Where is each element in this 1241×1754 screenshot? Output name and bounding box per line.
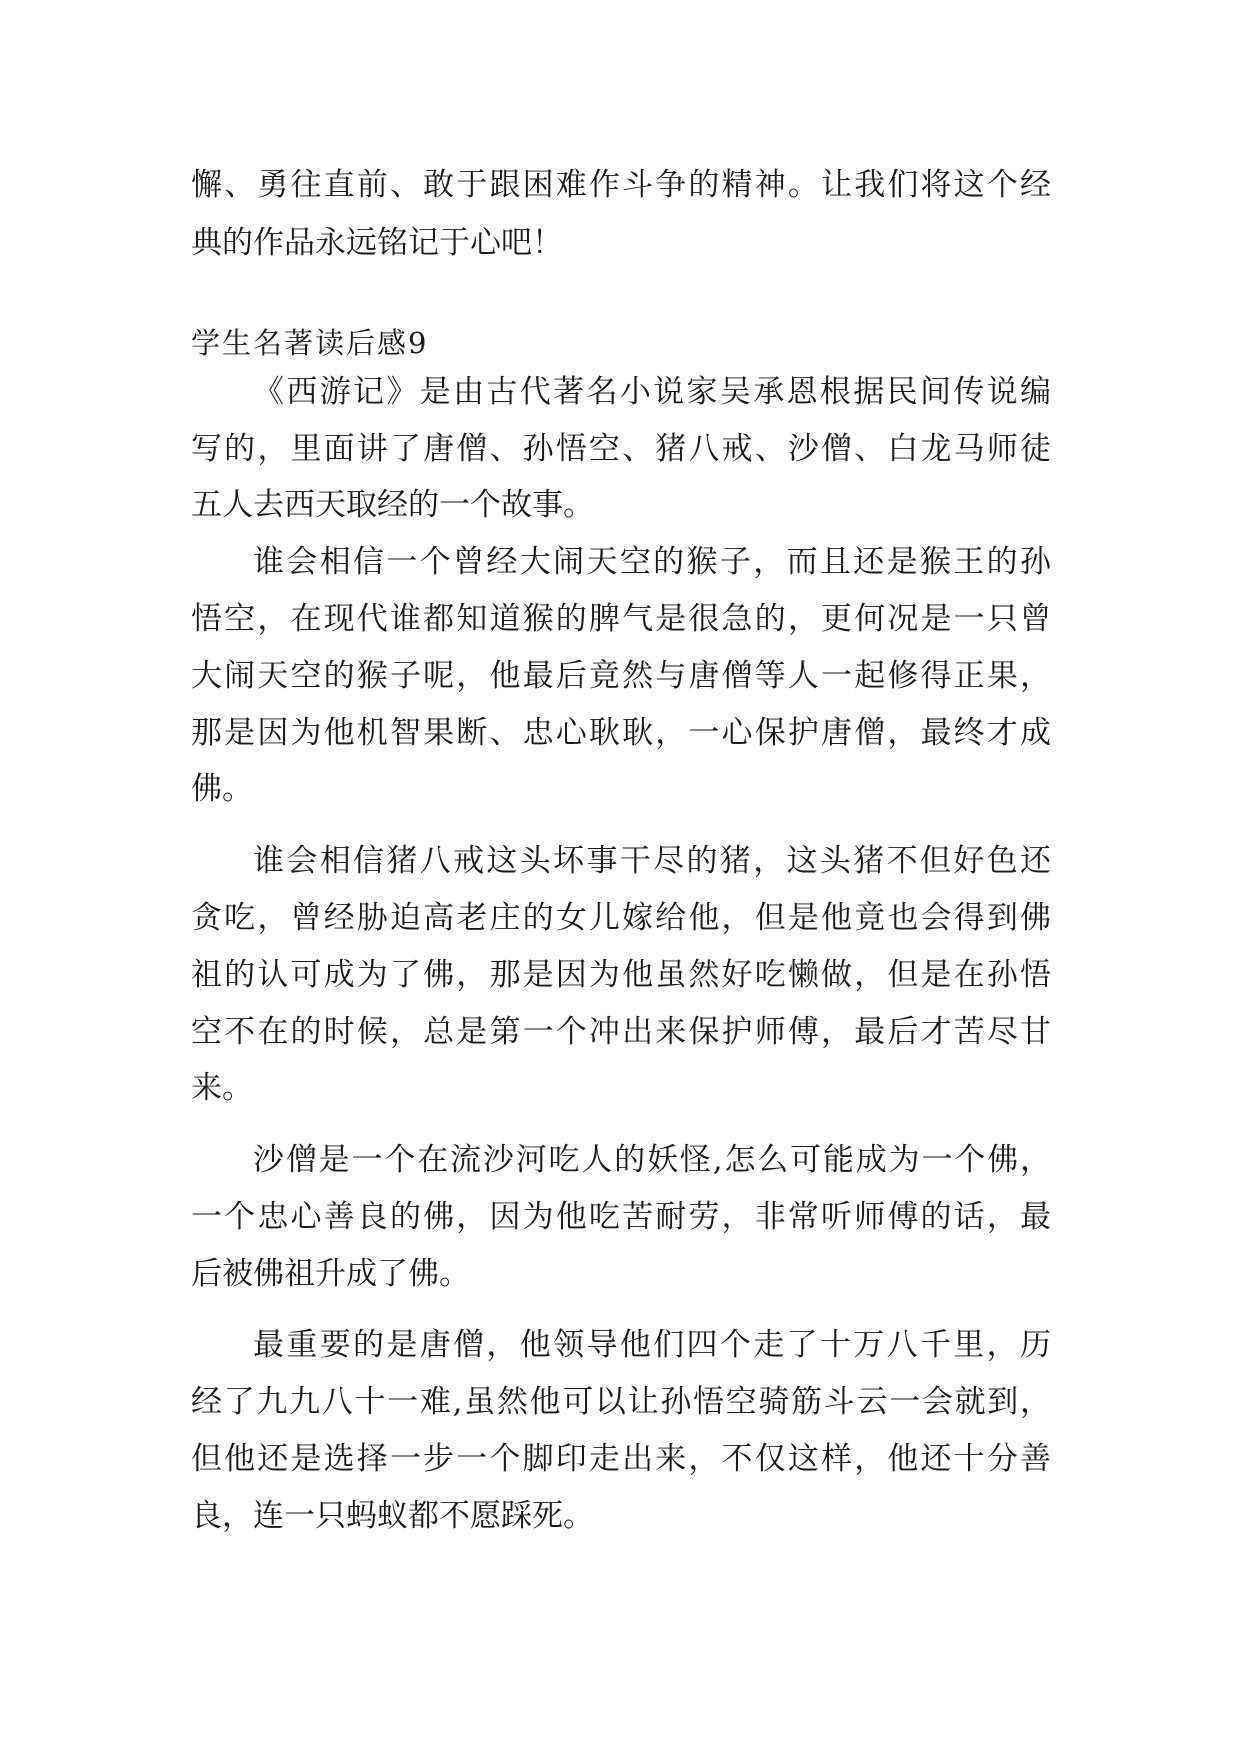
paragraph-5-line-3: 但他还是选择一步一个脚印走出来，不仅这样，他还十分善 (191, 1441, 1051, 1477)
paragraph-1-line-1: 《西游记》是由古代著名小说家吴承恩根据民间传说编 (253, 374, 1051, 410)
paragraph-2-line-3: 大闹天空的猴子呢，他最后竟然与唐僧等人一起修得正果， (191, 658, 1051, 694)
intro-line-2: 典的作品永远铭记于心吧！ (191, 225, 563, 261)
paragraph-1-line-2: 写的，里面讲了唐僧、孙悟空、猪八戒、沙僧、白龙马师徒 (191, 431, 1051, 467)
paragraph-2-line-5: 佛。 (191, 771, 253, 807)
paragraph-2-line-4: 那是因为他机智果断、忠心耿耿，一心保护唐僧，最终才成 (191, 715, 1051, 751)
intro-line-1: 懈、勇往直前、敢于跟困难作斗争的精神。让我们将这个经 (191, 167, 1051, 203)
paragraph-5-line-2: 经了九九八十一难,虽然他可以让孙悟空骑筋斗云一会就到， (191, 1384, 1051, 1420)
paragraph-3-line-4: 空不在的时候，总是第一个冲出来保护师傅，最后才苦尽甘 (191, 1014, 1051, 1050)
paragraph-2-line-1: 谁会相信一个曾经大闹天空的猴子，而且还是猴王的孙 (253, 544, 1051, 580)
paragraph-3-line-2: 贪吃，曾经胁迫高老庄的女儿嫁给他，但是他竟也会得到佛 (191, 900, 1051, 936)
section-title: 学生名著读后感9 (191, 326, 429, 360)
paragraph-4-line-1: 沙僧是一个在流沙河吃人的妖怪,怎么可能成为一个佛， (253, 1142, 1051, 1178)
paragraph-3-line-1: 谁会相信猪八戒这头坏事干尽的猪，这头猪不但好色还 (253, 843, 1051, 879)
paragraph-3-line-3: 祖的认可成为了佛，那是因为他虽然好吃懒做，但是在孙悟 (191, 957, 1051, 993)
paragraph-4-line-3: 后被佛祖升成了佛。 (191, 1256, 470, 1292)
paragraph-5-line-1: 最重要的是唐僧，他领导他们四个走了十万八千里，历 (253, 1327, 1051, 1363)
paragraph-2-line-2: 悟空，在现代谁都知道猴的脾气是很急的，更何况是一只曾 (191, 601, 1051, 637)
paragraph-5-line-4: 良，连一只蚂蚁都不愿踩死。 (191, 1498, 594, 1534)
paragraph-4-line-2: 一个忠心善良的佛，因为他吃苦耐劳，非常听师傅的话，最 (191, 1199, 1051, 1235)
paragraph-3-line-5: 来。 (191, 1070, 253, 1106)
paragraph-1-line-3: 五人去西天取经的一个故事。 (191, 487, 594, 523)
